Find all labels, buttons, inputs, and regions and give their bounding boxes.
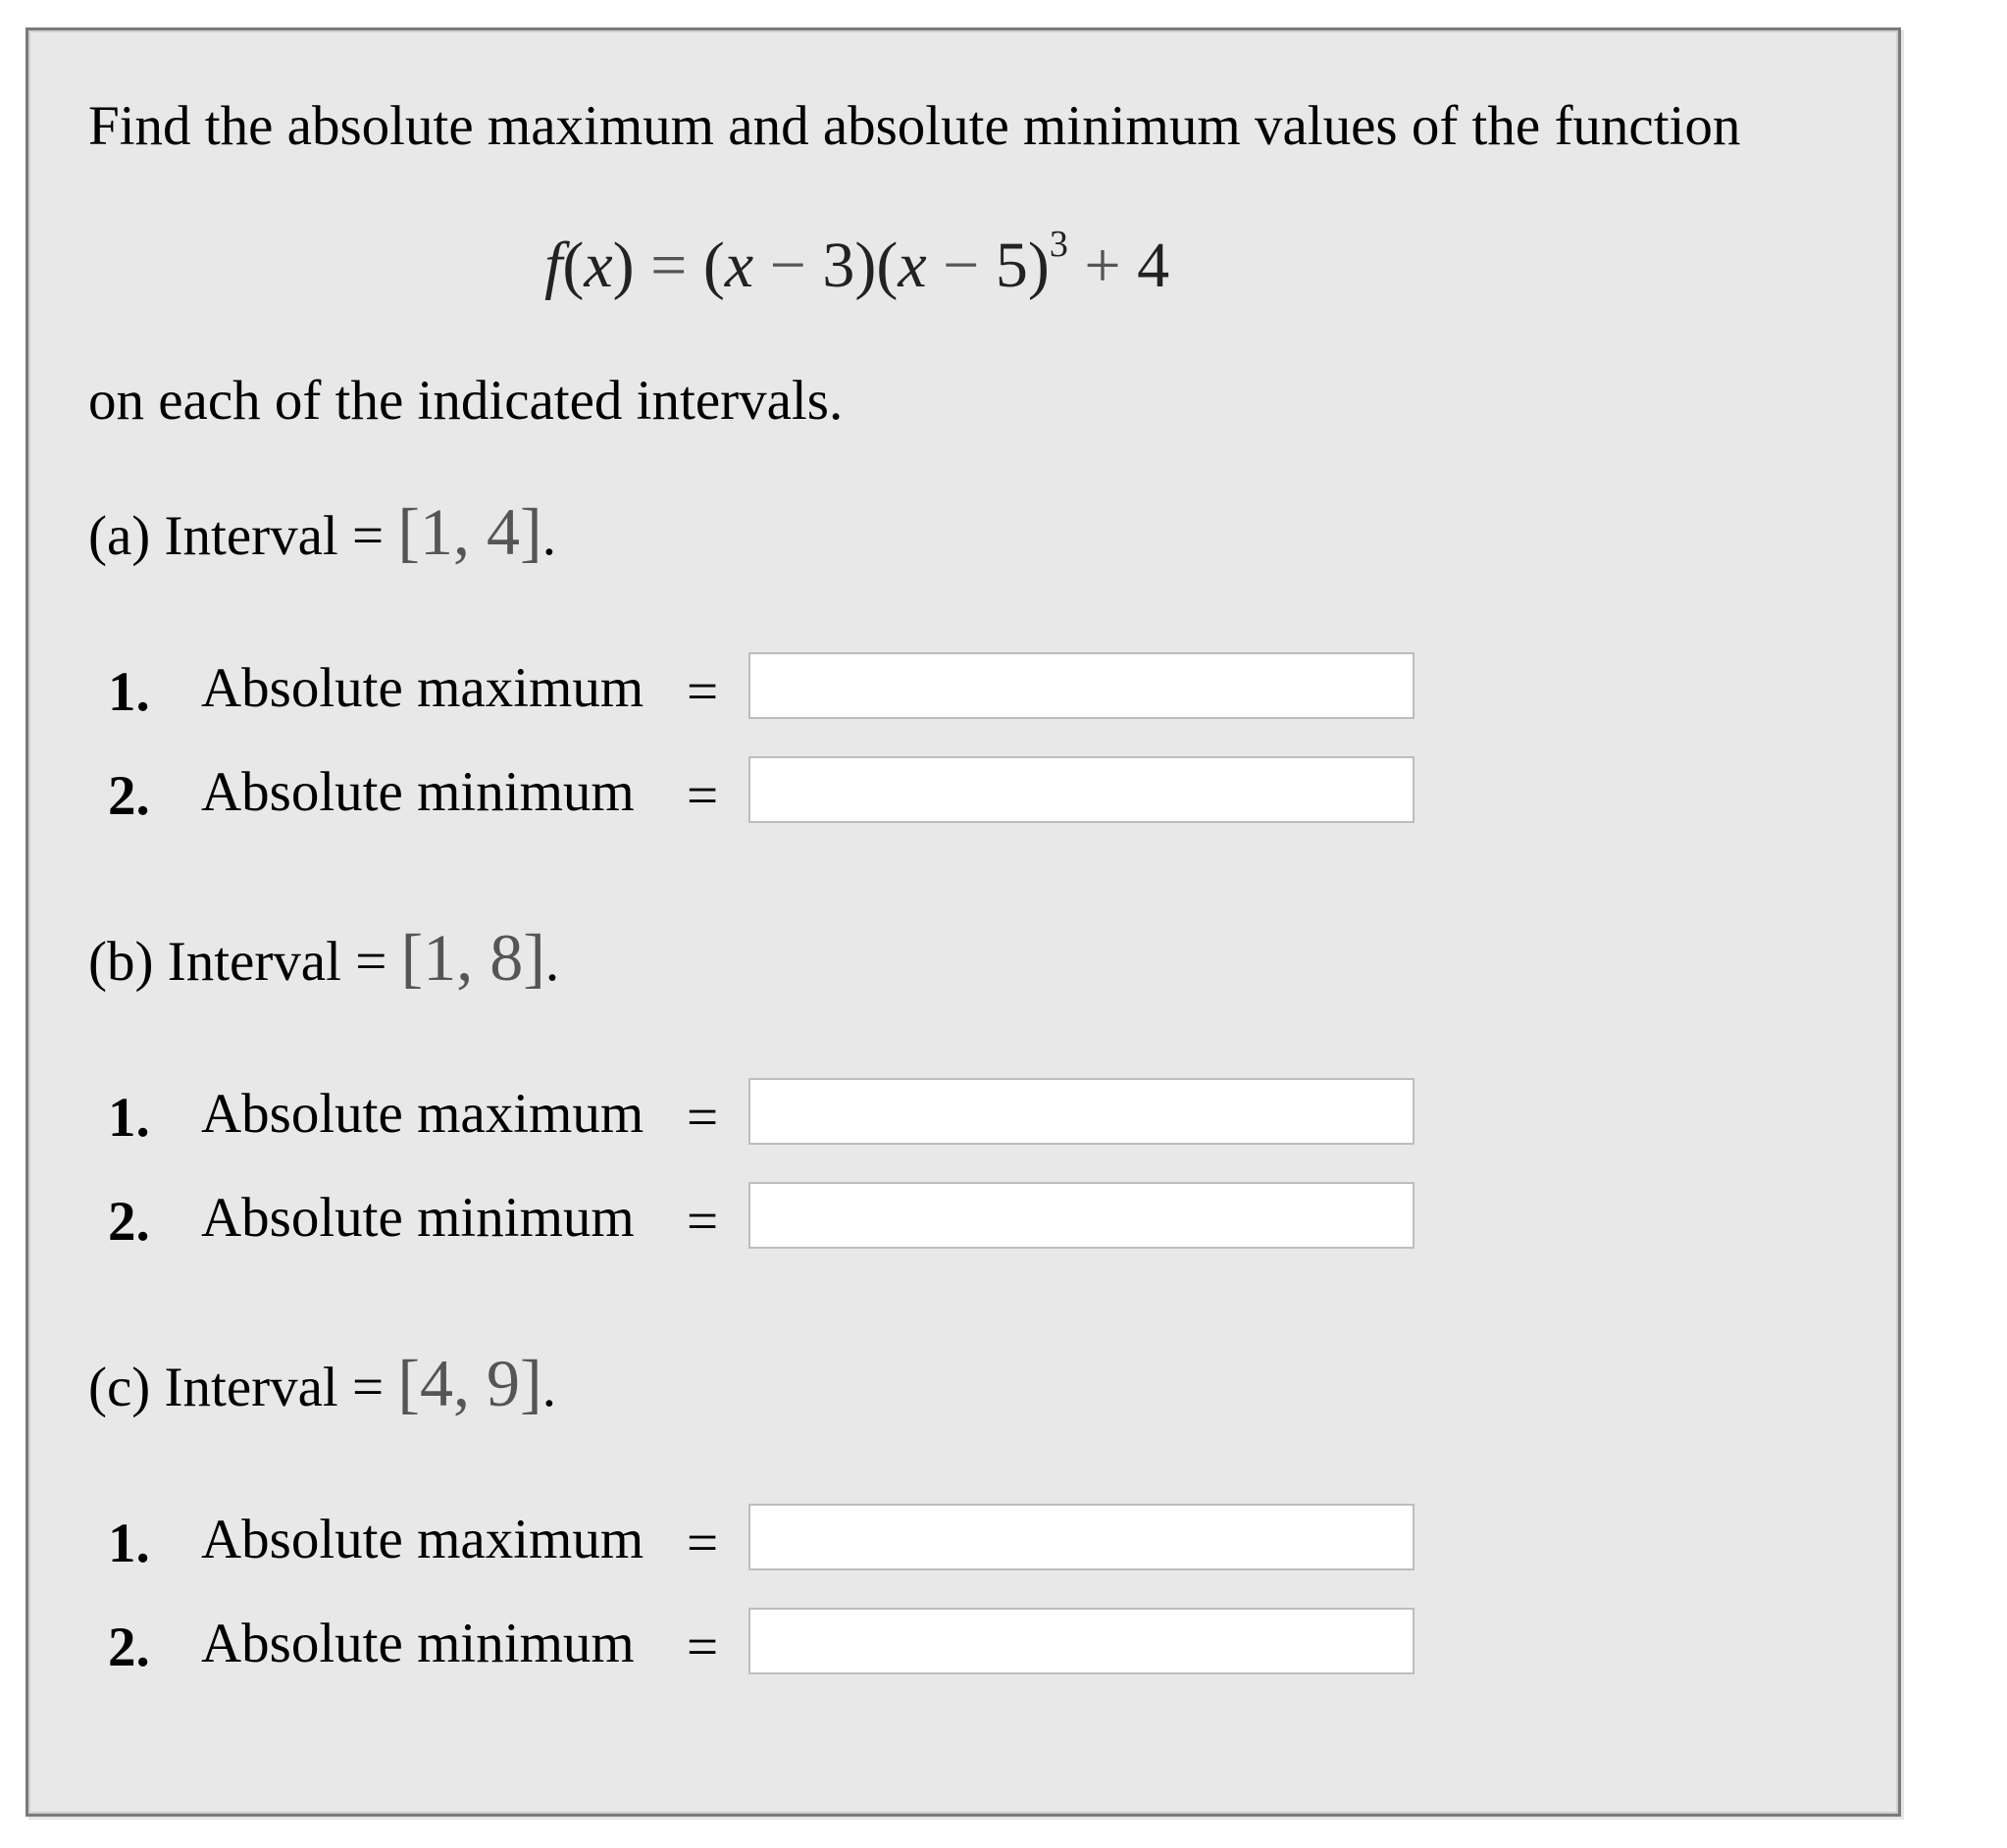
part-c-q1-equals: = xyxy=(687,1513,719,1574)
part-a-absolute-maximum-input[interactable] xyxy=(748,652,1415,719)
part-a-q2-number: 2. xyxy=(108,765,150,827)
formula-minus-2: − xyxy=(943,230,980,301)
formula-f: f xyxy=(544,230,563,301)
formula-four: 4 xyxy=(1137,230,1170,301)
part-b-interval: [1, 8] xyxy=(400,920,545,995)
part-c-interval: [4, 9] xyxy=(397,1346,542,1420)
part-c-heading xyxy=(88,1346,556,1420)
formula-exponent: 3 xyxy=(1049,224,1068,265)
formula-plus: + xyxy=(1084,230,1121,301)
part-c-q1-number: 1. xyxy=(108,1513,150,1574)
part-c-period: . xyxy=(541,1357,556,1418)
formula-close-paren-2: ) xyxy=(854,230,877,301)
formula-five: 5 xyxy=(995,230,1028,301)
part-b-q1-number: 1. xyxy=(108,1087,150,1149)
part-a-q1-equals: = xyxy=(687,661,719,723)
part-b-absolute-minimum-input[interactable] xyxy=(748,1182,1415,1249)
part-a-q2-label: Absolute minimum xyxy=(201,761,635,823)
part-c-q2-label: Absolute minimum xyxy=(201,1613,635,1674)
formula-close-paren: ) xyxy=(612,230,635,301)
part-b-label: (b) Interval = xyxy=(88,931,387,993)
part-c-absolute-minimum-input[interactable] xyxy=(748,1608,1415,1674)
part-c-q2-number: 2. xyxy=(108,1617,150,1678)
part-b-period: . xyxy=(544,931,560,993)
part-c-absolute-maximum-input[interactable] xyxy=(748,1504,1415,1570)
part-b-q2-equals: = xyxy=(687,1191,719,1253)
part-b-q1-label: Absolute maximum xyxy=(201,1083,644,1145)
part-a-q1-number: 1. xyxy=(108,661,150,723)
part-b-q2-number: 2. xyxy=(108,1191,150,1253)
part-a-period: . xyxy=(541,505,556,567)
function-formula xyxy=(544,224,1170,301)
problem-outro: on each of the indicated intervals. xyxy=(88,370,844,432)
formula-open-paren: ( xyxy=(562,230,585,301)
formula-x: x xyxy=(584,230,613,301)
part-a-label: (a) Interval = xyxy=(88,505,385,567)
formula-open-paren-3: ( xyxy=(876,230,899,301)
part-b-q2-label: Absolute minimum xyxy=(201,1187,635,1249)
part-a-q1-label: Absolute maximum xyxy=(201,657,644,719)
formula-open-paren-2: ( xyxy=(702,230,725,301)
part-a-q2-equals: = xyxy=(687,765,719,827)
part-a-interval: [1, 4] xyxy=(397,494,542,569)
formula-x-2: x xyxy=(724,230,754,301)
part-c-q2-equals: = xyxy=(687,1617,719,1678)
part-c-q1-label: Absolute maximum xyxy=(201,1509,644,1570)
part-a-absolute-minimum-input[interactable] xyxy=(748,756,1415,823)
part-b-heading xyxy=(88,920,560,995)
problem-intro: Find the absolute maximum and absolute minimum values of the function xyxy=(88,95,1741,157)
formula-x-3: x xyxy=(898,230,927,301)
part-c-label: (c) Interval = xyxy=(88,1357,385,1418)
part-b-q1-equals: = xyxy=(687,1087,719,1149)
formula-minus-1: − xyxy=(769,230,806,301)
formula-three: 3 xyxy=(822,230,855,301)
part-a-heading xyxy=(88,494,556,569)
formula-close-paren-3: ) xyxy=(1027,230,1050,301)
part-b-absolute-maximum-input[interactable] xyxy=(748,1078,1415,1145)
formula-equals: = xyxy=(650,230,688,301)
